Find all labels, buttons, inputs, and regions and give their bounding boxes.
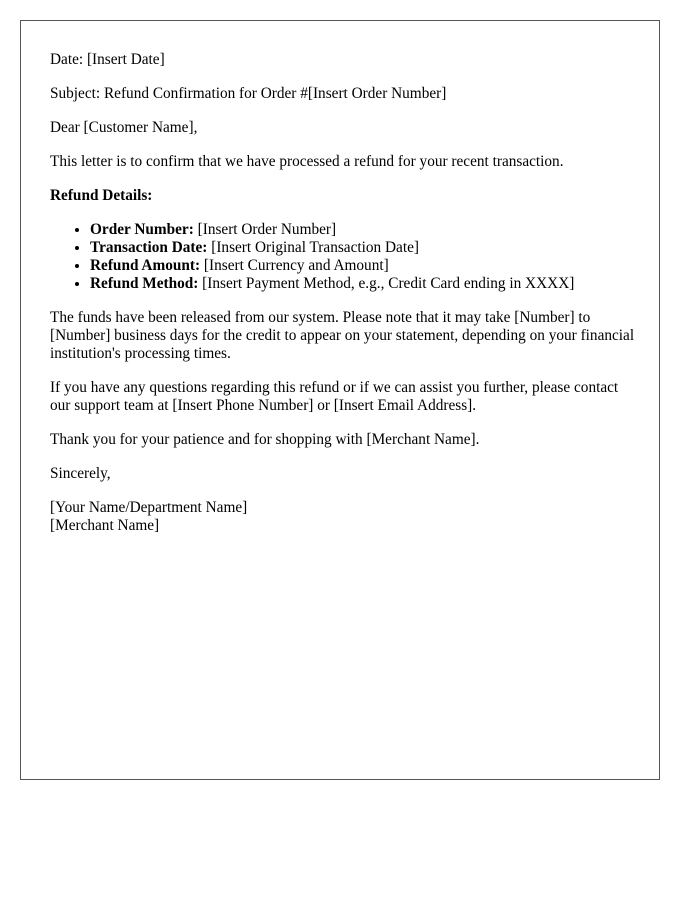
- refund-details-list: [50, 221, 635, 293]
- salutation: Dear [Customer Name],: [50, 119, 198, 136]
- detail-refund-amount: [90, 257, 635, 275]
- detail-refund-method: [90, 275, 635, 293]
- detail-label: Transaction Date:: [90, 239, 208, 256]
- detail-value: [Insert Order Number]: [193, 221, 337, 238]
- detail-label: Refund Amount:: [90, 257, 201, 274]
- subject-line: Subject: Refund Confirmation for Order #[Insert Order Number]: [50, 85, 447, 102]
- detail-label: Order Number:: [90, 221, 194, 238]
- refund-details-heading: Refund Details:: [50, 187, 153, 204]
- letter-page: [20, 20, 660, 780]
- questions-paragraph: If you have any questions regarding this refund or if we can assist you further, please contact our support team at [Insert Phone Number] or [Insert Email Address].: [50, 379, 619, 414]
- thanks-paragraph: Thank you for your patience and for shopping with [Merchant Name].: [50, 431, 480, 448]
- detail-value: [Insert Payment Method, e.g., Credit Card ending in XXXX]: [198, 275, 575, 292]
- date-line: Date: [Insert Date]: [50, 51, 165, 68]
- letter-body: [50, 51, 635, 535]
- detail-value: [Insert Original Transaction Date]: [207, 239, 419, 256]
- detail-value: [Insert Currency and Amount]: [200, 257, 389, 274]
- intro-paragraph: This letter is to confirm that we have processed a refund for your recent transaction.: [50, 153, 564, 170]
- funds-paragraph: The funds have been released from our system. Please note that it may take [Number] to [Number] business days for the credit to appear on your statement, depending on your financial institution's processing times.: [50, 309, 635, 362]
- detail-order-number: [90, 221, 635, 239]
- detail-label: Refund Method:: [90, 275, 199, 292]
- signature-name: [Your Name/Department Name]: [50, 499, 248, 516]
- detail-transaction-date: [90, 239, 635, 257]
- closing: Sincerely,: [50, 465, 111, 482]
- signature-merchant: [Merchant Name]: [50, 517, 160, 534]
